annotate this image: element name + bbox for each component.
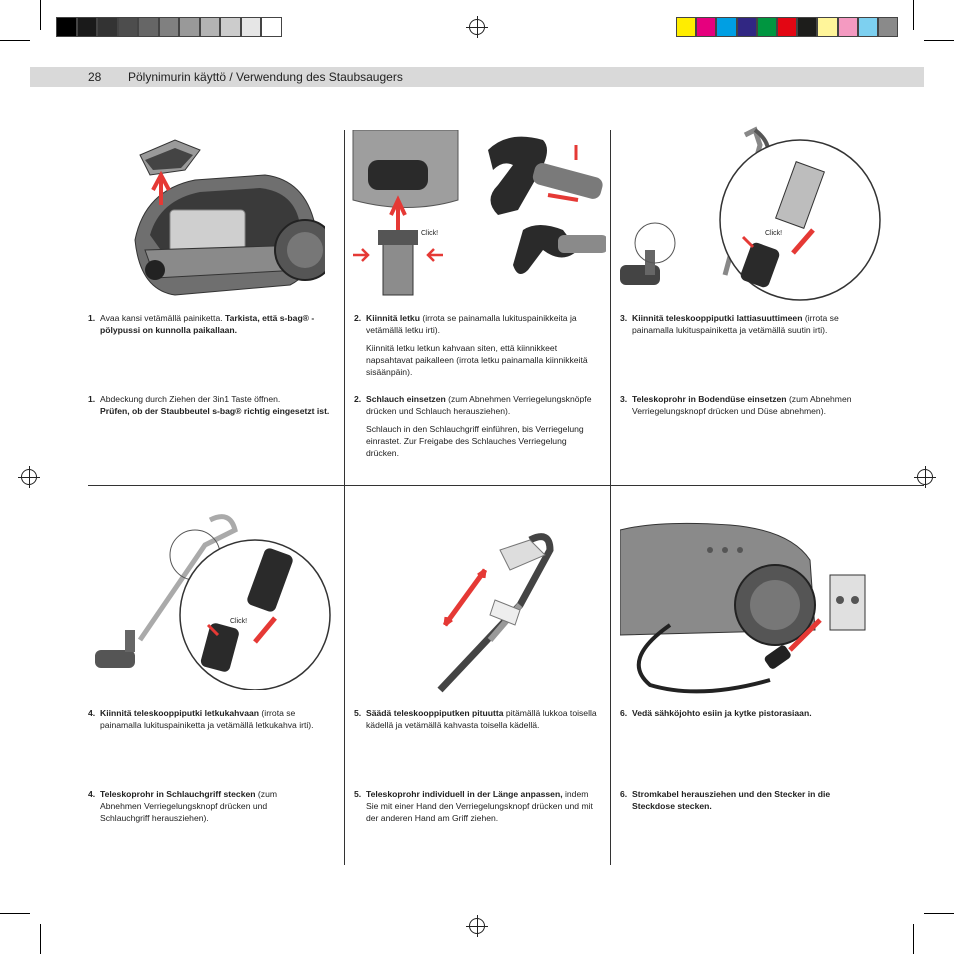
step-text-bold: Vedä sähköjohto esiin ja kytke pistorasiaan. — [632, 708, 812, 718]
step-number: 1. — [88, 313, 96, 323]
crop-mark — [40, 924, 41, 954]
color-swatch — [77, 17, 98, 37]
step-text-bold: Prüfen, ob der Staubbeutel s-bag® richtig eingesetzt ist. — [100, 406, 330, 416]
power-cord-illustration — [620, 520, 870, 700]
registration-mark-icon — [917, 469, 933, 485]
registration-mark-icon — [21, 469, 37, 485]
step-number: 3. — [620, 313, 628, 323]
color-swatch — [817, 17, 837, 37]
color-swatch — [241, 17, 262, 37]
step-text: (zum Abnehmen Verriegelungsknopf drücken und Schlauchgriff herausziehen). — [100, 789, 278, 823]
step-5-de — [354, 788, 599, 824]
color-swatch — [716, 17, 736, 37]
step-number: 1. — [88, 394, 96, 404]
crop-mark — [924, 40, 954, 41]
step-text-bold: Kiinnitä teleskooppiputki letkukahvaan — [100, 708, 260, 718]
crop-mark — [913, 0, 914, 30]
step-number: 6. — [620, 708, 628, 718]
color-swatch — [737, 17, 757, 37]
step-text: Abdeckung durch Ziehen der 3in1 Taste öffnen. — [100, 394, 281, 404]
registration-mark-icon — [469, 918, 485, 934]
step-4-fi — [88, 707, 333, 731]
step-text-bold: Stromkabel herausziehen und den Stecker in die Steckdose stecken. — [632, 789, 831, 811]
click-label: Click! — [765, 230, 783, 237]
color-swatch — [838, 17, 858, 37]
step-4-de — [88, 788, 318, 824]
color-swatch — [56, 17, 77, 37]
step-3-de — [620, 393, 870, 417]
color-swatch — [118, 17, 139, 37]
color-swatch — [138, 17, 159, 37]
step-number: 2. — [354, 313, 362, 323]
step-text-bold: Schlauch einsetzen — [366, 394, 446, 404]
crop-mark — [913, 924, 914, 954]
step-text-bold: Teleskoprohr in Schlauchgriff stecken — [100, 789, 256, 799]
color-swatch — [261, 17, 282, 37]
column-divider — [344, 485, 345, 865]
step-5-fi — [354, 707, 599, 731]
step-text: Schlauch in den Schlauchgriff einführen, bis Verriegelung einrastet. Zur Freigabe des Schlauches Verriegelung drücken. — [366, 424, 584, 458]
step-text-bold: Teleskoprohr individuell in der Länge anpassen, — [366, 789, 563, 799]
step-text: (irrota se painamalla lukituspainiketta ja vetämällä suutin irti). — [632, 313, 839, 335]
adjust-tube-length-illustration — [400, 515, 580, 695]
color-swatch — [757, 17, 777, 37]
step-text: pitämällä lukkoa toisella kädellä ja vetämällä kahvasta toisella kädellä. — [366, 708, 597, 730]
step-1-fi — [88, 312, 336, 336]
step-text-bold: Kiinnitä letku — [366, 313, 420, 323]
column-divider — [610, 485, 611, 865]
color-swatch — [220, 17, 241, 37]
step-6-de — [620, 788, 860, 812]
crop-mark — [924, 913, 954, 914]
step-text-bold: Teleskoprohr in Bodendüse einsetzen — [632, 394, 787, 404]
step-text: (irrota se painamalla lukituspainikkeita ja vetämällä letku irti). — [366, 313, 577, 335]
step-text: (zum Abnehmen Verriegelungsknöpfe drücken und Schlauch herausziehen). — [366, 394, 592, 416]
crop-mark — [0, 913, 30, 914]
step-number: 6. — [620, 789, 628, 799]
step-3-fi — [620, 312, 870, 336]
step-text: indem Sie mit einer Hand den Verriegelungsknopf drücken und mit der anderen Hand am Griff ziehen. — [366, 789, 593, 823]
column-divider — [610, 130, 611, 485]
color-swatch — [797, 17, 817, 37]
step-text-bold: Kiinnitä teleskooppiputki lattiasuuttimeen — [632, 313, 803, 323]
color-swatch — [200, 17, 221, 37]
color-swatch — [777, 17, 797, 37]
step-text: Kiinnitä letku letkun kahvaan siten, että kiinnikkeet napsahtavat paikalleen (irrota letku painamalla kiinnikkeitä sisäänpäin). — [366, 343, 588, 377]
step-text: Avaa kansi vetämällä painiketta. — [100, 313, 225, 323]
hose-attach-illustration — [348, 130, 606, 300]
step-number: 4. — [88, 789, 96, 799]
tube-hose-handle-illustration — [80, 510, 335, 690]
vacuum-open-lid-illustration — [115, 130, 325, 300]
color-swatch — [179, 17, 200, 37]
step-2-de — [354, 393, 594, 465]
page-title: Pölynimurin käyttö / Verwendung des Staubsaugers — [128, 70, 403, 84]
step-number: 3. — [620, 394, 628, 404]
registration-mark-icon — [469, 19, 485, 35]
click-label: Click! — [421, 230, 439, 237]
crop-mark — [40, 0, 41, 30]
step-text-bold: Säädä teleskooppiputken pituutta — [366, 708, 504, 718]
color-swatch — [97, 17, 118, 37]
color-swatch — [696, 17, 716, 37]
step-6-fi — [620, 707, 870, 719]
step-number: 2. — [354, 394, 362, 404]
step-2-fi — [354, 312, 594, 384]
row-divider — [88, 485, 924, 486]
step-text-bold: Tarkista, että s-bag® -pölypussi on kunnolla paikallaan. — [100, 313, 315, 335]
step-text: (zum Abnehmen Verriegelungsknopf drücken und Düse abnehmen). — [632, 394, 852, 416]
color-swatch — [858, 17, 878, 37]
crop-mark — [0, 40, 30, 41]
extend-arrow-icon — [445, 570, 485, 625]
step-text: (irrota se painamalla lukituspainiketta ja vetämällä letkukahva irti). — [100, 708, 314, 730]
color-swatch — [159, 17, 180, 37]
step-1-de — [88, 393, 336, 417]
column-divider — [344, 130, 345, 485]
step-number: 5. — [354, 789, 362, 799]
tube-floor-nozzle-illustration — [615, 125, 915, 305]
color-swatch — [878, 17, 898, 37]
step-number: 4. — [88, 708, 96, 718]
step-number: 5. — [354, 708, 362, 718]
page-number: 28 — [88, 70, 102, 84]
color-swatch — [676, 17, 696, 37]
click-label: Click! — [230, 618, 248, 625]
